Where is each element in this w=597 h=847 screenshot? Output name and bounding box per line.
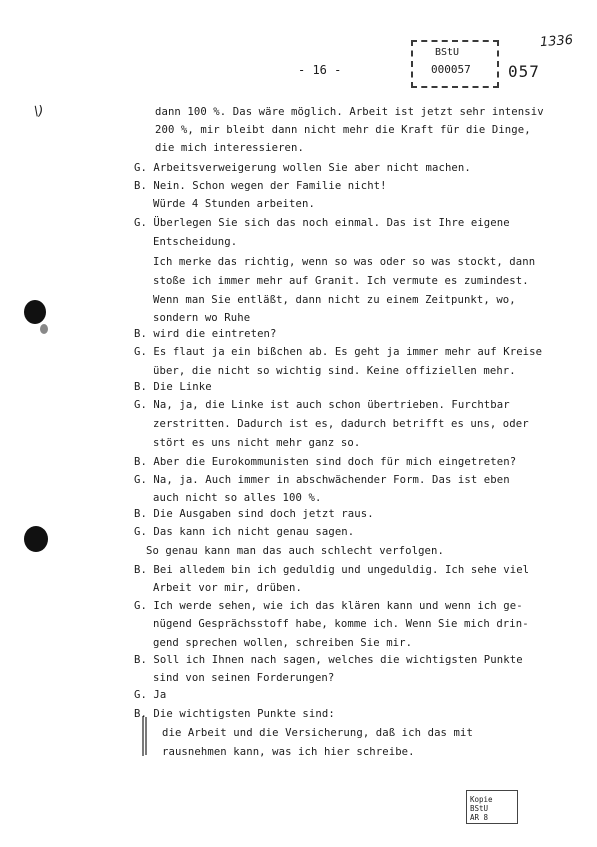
text-line: zerstritten. Dadurch ist es, dadurch betrifft es uns, oder <box>153 418 529 430</box>
text-line: So genau kann man das auch schlecht verfolgen. <box>146 545 444 557</box>
text-line: 200 %, mir bleibt dann nicht mehr die Kraft für die Dinge, <box>155 124 531 136</box>
text-line: stört es uns nicht mehr ganz so. <box>153 437 361 449</box>
stamp-number: 000057 <box>431 63 471 76</box>
text-line: die Arbeit und die Versicherung, daß ich das mit <box>162 727 473 739</box>
text-line: G. Na, ja, die Linke ist auch schon übertrieben. Furchtbar <box>134 399 510 411</box>
text-line: sind von seinen Forderungen? <box>153 672 335 684</box>
text-line: G. Es flaut ja ein bißchen ab. Es geht ja immer mehr auf Kreise <box>134 346 543 358</box>
text-line: B. Aber die Eurokommunisten sind doch für mich eingetreten? <box>134 456 517 468</box>
copy-stamp <box>466 790 518 824</box>
text-line: auch nicht so alles 100 %. <box>153 492 322 504</box>
text-line: Entscheidung. <box>153 236 238 248</box>
page-number: - 16 - <box>298 63 342 77</box>
text-line: Würde 4 Stunden arbeiten. <box>153 198 315 210</box>
copy-stamp-line2: AR 8 <box>470 813 489 822</box>
text-line: B. Die Linke <box>134 381 212 393</box>
punch-hole <box>24 526 48 552</box>
text-line: Wenn man Sie entläßt, dann nicht zu einem Zeitpunkt, wo, <box>153 294 516 306</box>
text-line: Ich merke das richtig, wenn so was oder so was stockt, dann <box>153 256 536 268</box>
text-line: G. Überlegen Sie sich das noch einmal. Das ist Ihre eigene <box>134 217 510 229</box>
text-line: B. Die Ausgaben sind doch jetzt raus. <box>134 508 374 520</box>
stamp-label: BStU <box>435 47 460 58</box>
margin-mark: \) <box>33 103 44 120</box>
text-line: sondern wo Ruhe <box>153 312 251 324</box>
text-line: G. Das kann ich nicht genau sagen. <box>134 526 355 538</box>
handwritten-number: 1336 <box>539 32 574 51</box>
text-line: G. Na, ja. Auch immer in abschwächender Form. Das ist eben <box>134 474 510 486</box>
punch-hole <box>24 300 46 324</box>
text-line: die mich interessieren. <box>155 142 304 154</box>
text-line: G. Ja <box>134 689 167 701</box>
punch-hole-shadow <box>40 324 48 334</box>
text-line: Arbeit vor mir, drüben. <box>153 582 302 594</box>
text-line: B. Soll ich Ihnen nach sagen, welches die wichtigsten Punkte <box>134 654 523 666</box>
text-line: B. Nein. Schon wegen der Familie nicht! <box>134 180 387 192</box>
text-line: B. Bei alledem bin ich geduldig und ungeduldig. Ich sehe viel <box>134 564 530 576</box>
text-line: rausnehmen kann, was ich hier schreibe. <box>162 746 415 758</box>
text-line: B. wird die eintreten? <box>134 328 277 340</box>
text-line: G. Arbeitsverweigerung wollen Sie aber nicht machen. <box>134 162 471 174</box>
text-line: B. Die wichtigsten Punkte sind: <box>134 708 335 720</box>
copy-stamp-line1: Kopie BStU <box>470 795 493 813</box>
text-line: gend sprechen wollen, schreiben Sie mir. <box>153 637 413 649</box>
text-line: stoße ich immer mehr auf Granit. Ich vermute es zumindest. <box>153 275 529 287</box>
text-line: nügend Gesprächsstoff habe, komme ich. Wenn Sie mich drin- <box>153 618 529 630</box>
sheet-number: 057 <box>508 62 540 81</box>
text-line: dann 100 %. Das wäre möglich. Arbeit ist jetzt sehr intensiv <box>155 106 544 118</box>
text-line: über, die nicht so wichtig sind. Keine offiziellen mehr. <box>153 365 516 377</box>
margin-bracket <box>140 715 150 757</box>
text-line: G. Ich werde sehen, wie ich das klären kann und wenn ich ge- <box>134 600 523 612</box>
archive-stamp <box>411 40 499 88</box>
